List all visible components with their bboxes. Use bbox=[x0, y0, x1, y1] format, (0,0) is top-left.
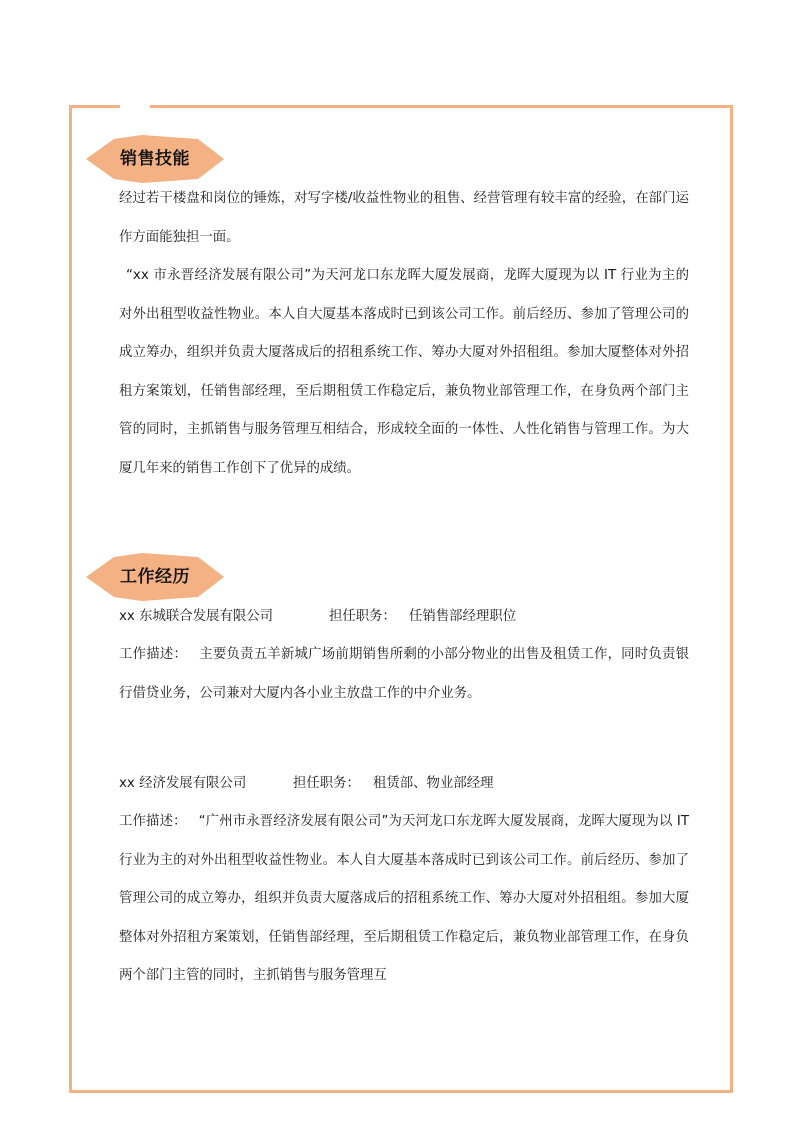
job-position-label: 担任职务： bbox=[329, 609, 396, 624]
job-description-label: 工作描述： bbox=[119, 647, 188, 662]
sales-skills-paragraph-1: 经过若干楼盘和岗位的锤炼，对写字楼/收益性物业的租售、经营管理有较丰富的经验，在部门运作方面能独担一面。 bbox=[119, 191, 689, 245]
frame-top-gap bbox=[120, 100, 150, 112]
section-badge-work-experience bbox=[86, 551, 224, 603]
job-description-text: 主要负责五羊新城广场前期销售所剩的小部分物业的出售及租赁工作，同时负责银行借贷业务，公司兼对大厦内各小业主放盘工作的中介业务。 bbox=[119, 647, 690, 701]
job-description-text: “广州市永晋经济发展有限公司”为天河龙口东龙晖大厦发展商，龙晖大厦现为以 IT 行业为主的对外出租型收益性物业。本人自大厦基本落成时已到该公司工作。前后经历、参加了管理公司的成立筹办，组织并负责大厦落成后的招租系统工作、筹办大厦对外招租组。参加大厦整体对外招租方案策划，任销售部经理，至后期租赁工作稳定后，兼负物业部管理工作，在身负两个部门主管的同时，主抓销售与服务管理互 bbox=[119, 814, 689, 983]
section-title-work-experience: 工作经历 bbox=[120, 567, 190, 587]
job-header bbox=[119, 598, 689, 636]
job-position-label: 担任职务： bbox=[293, 776, 360, 791]
job-header bbox=[119, 765, 689, 803]
job-company: xx 东城联合发展有限公司 bbox=[119, 609, 274, 624]
section-badge-sales-skills bbox=[86, 133, 224, 185]
job-description-label: 工作描述： bbox=[119, 814, 187, 829]
job-position: 任销售部经理职位 bbox=[409, 609, 517, 624]
sales-skills-body bbox=[119, 180, 689, 488]
section-title-sales-skills: 销售技能 bbox=[120, 149, 190, 169]
job-position: 租赁部、物业部经理 bbox=[373, 776, 494, 791]
job-entry-1 bbox=[119, 598, 689, 713]
job-company: xx 经济发展有限公司 bbox=[119, 776, 247, 791]
sales-skills-paragraph-2: “xx 市永晋经济发展有限公司”为天河龙口东龙晖大厦发展商，龙晖大厦现为以 IT 行业为主的对外出租型收益性物业。本人自大厦基本落成时已到该公司工作。前后经历、参加了管理公司的成立筹办，组织并负责大厦落成后的招租系统工作、筹办大厦对外招租组。参加大厦整体对外招租方案策划，任销售部经理，至后期租赁工作稳定后，兼负物业部管理工作，在身负两个部门主管的同时，主抓销售与服务管理互相结合，形成较全面的一体性、人性化销售与管理工作。为大厦几年来的销售工作创下了优异的成绩。 bbox=[119, 268, 689, 476]
job-description bbox=[119, 636, 689, 713]
job-description bbox=[119, 803, 689, 996]
job-entry-2 bbox=[119, 765, 689, 996]
